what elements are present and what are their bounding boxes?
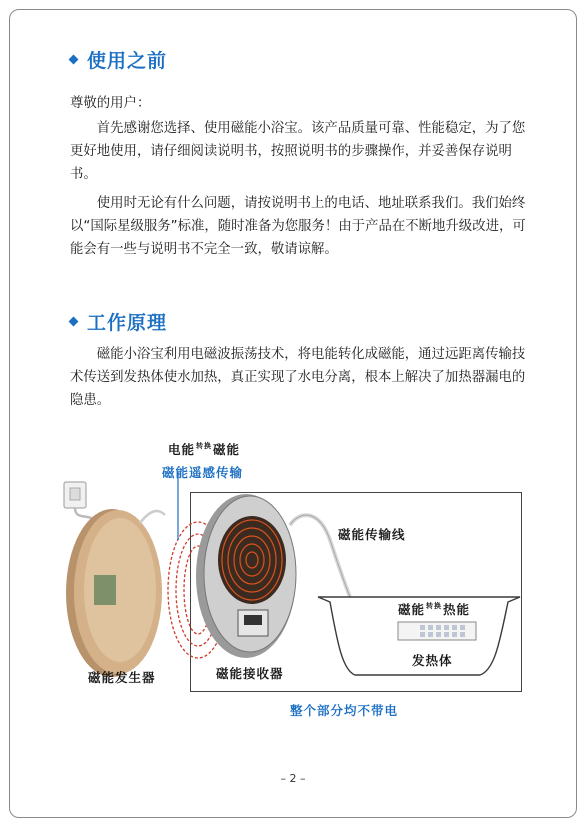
receiver-label: 磁能接收器: [216, 666, 284, 681]
magnetic-generator-device: [66, 509, 165, 677]
section-title-working-principle: 工作原理: [70, 308, 167, 335]
transmission-label: 磁能遥感传输: [162, 465, 244, 480]
heater-label: 发热体: [412, 653, 453, 668]
intro-paragraph: 首先感谢您选择、使用磁能小浴宝。该产品质量可靠、性能稳定，为了您更好地使用，请仔细阅读说明书，按照说明书的步骤操作，并妥善保存说明书。: [70, 121, 526, 182]
principle-paragraph: 磁能小浴宝利用电磁波振荡技术，将电能转化成磁能，通过远距离传输技术传送到发热体使水加热，真正实现了水电分离，根本上解决了加热器漏电的隐患。: [70, 347, 526, 408]
page-number: – 2 –: [280, 772, 306, 785]
section-title-before-use: 使用之前: [70, 46, 167, 73]
heater-element: [398, 622, 476, 640]
service-paragraph: 使用时无论有什么问题，请按说明书上的电话、地址联系我们。我们始终以“国际星级服务”标准，随时准备为您服务！由于产品在不断地升级改进，可能会有一些与说明书不完全一致，敬请谅解。: [70, 196, 526, 257]
conversion-label-right: 磁能$^{转换}$热能: [398, 602, 471, 617]
cable-label: 磁能传输线: [338, 527, 406, 542]
magnetic-receiver-device: [196, 494, 296, 658]
generator-label: 磁能发生器: [88, 670, 156, 685]
greeting: 尊敬的用户：: [70, 96, 151, 111]
conversion-label-top: 电能$^{转换}$磁能: [168, 442, 241, 457]
no-electricity-note: 整个部分均不带电: [290, 703, 399, 718]
